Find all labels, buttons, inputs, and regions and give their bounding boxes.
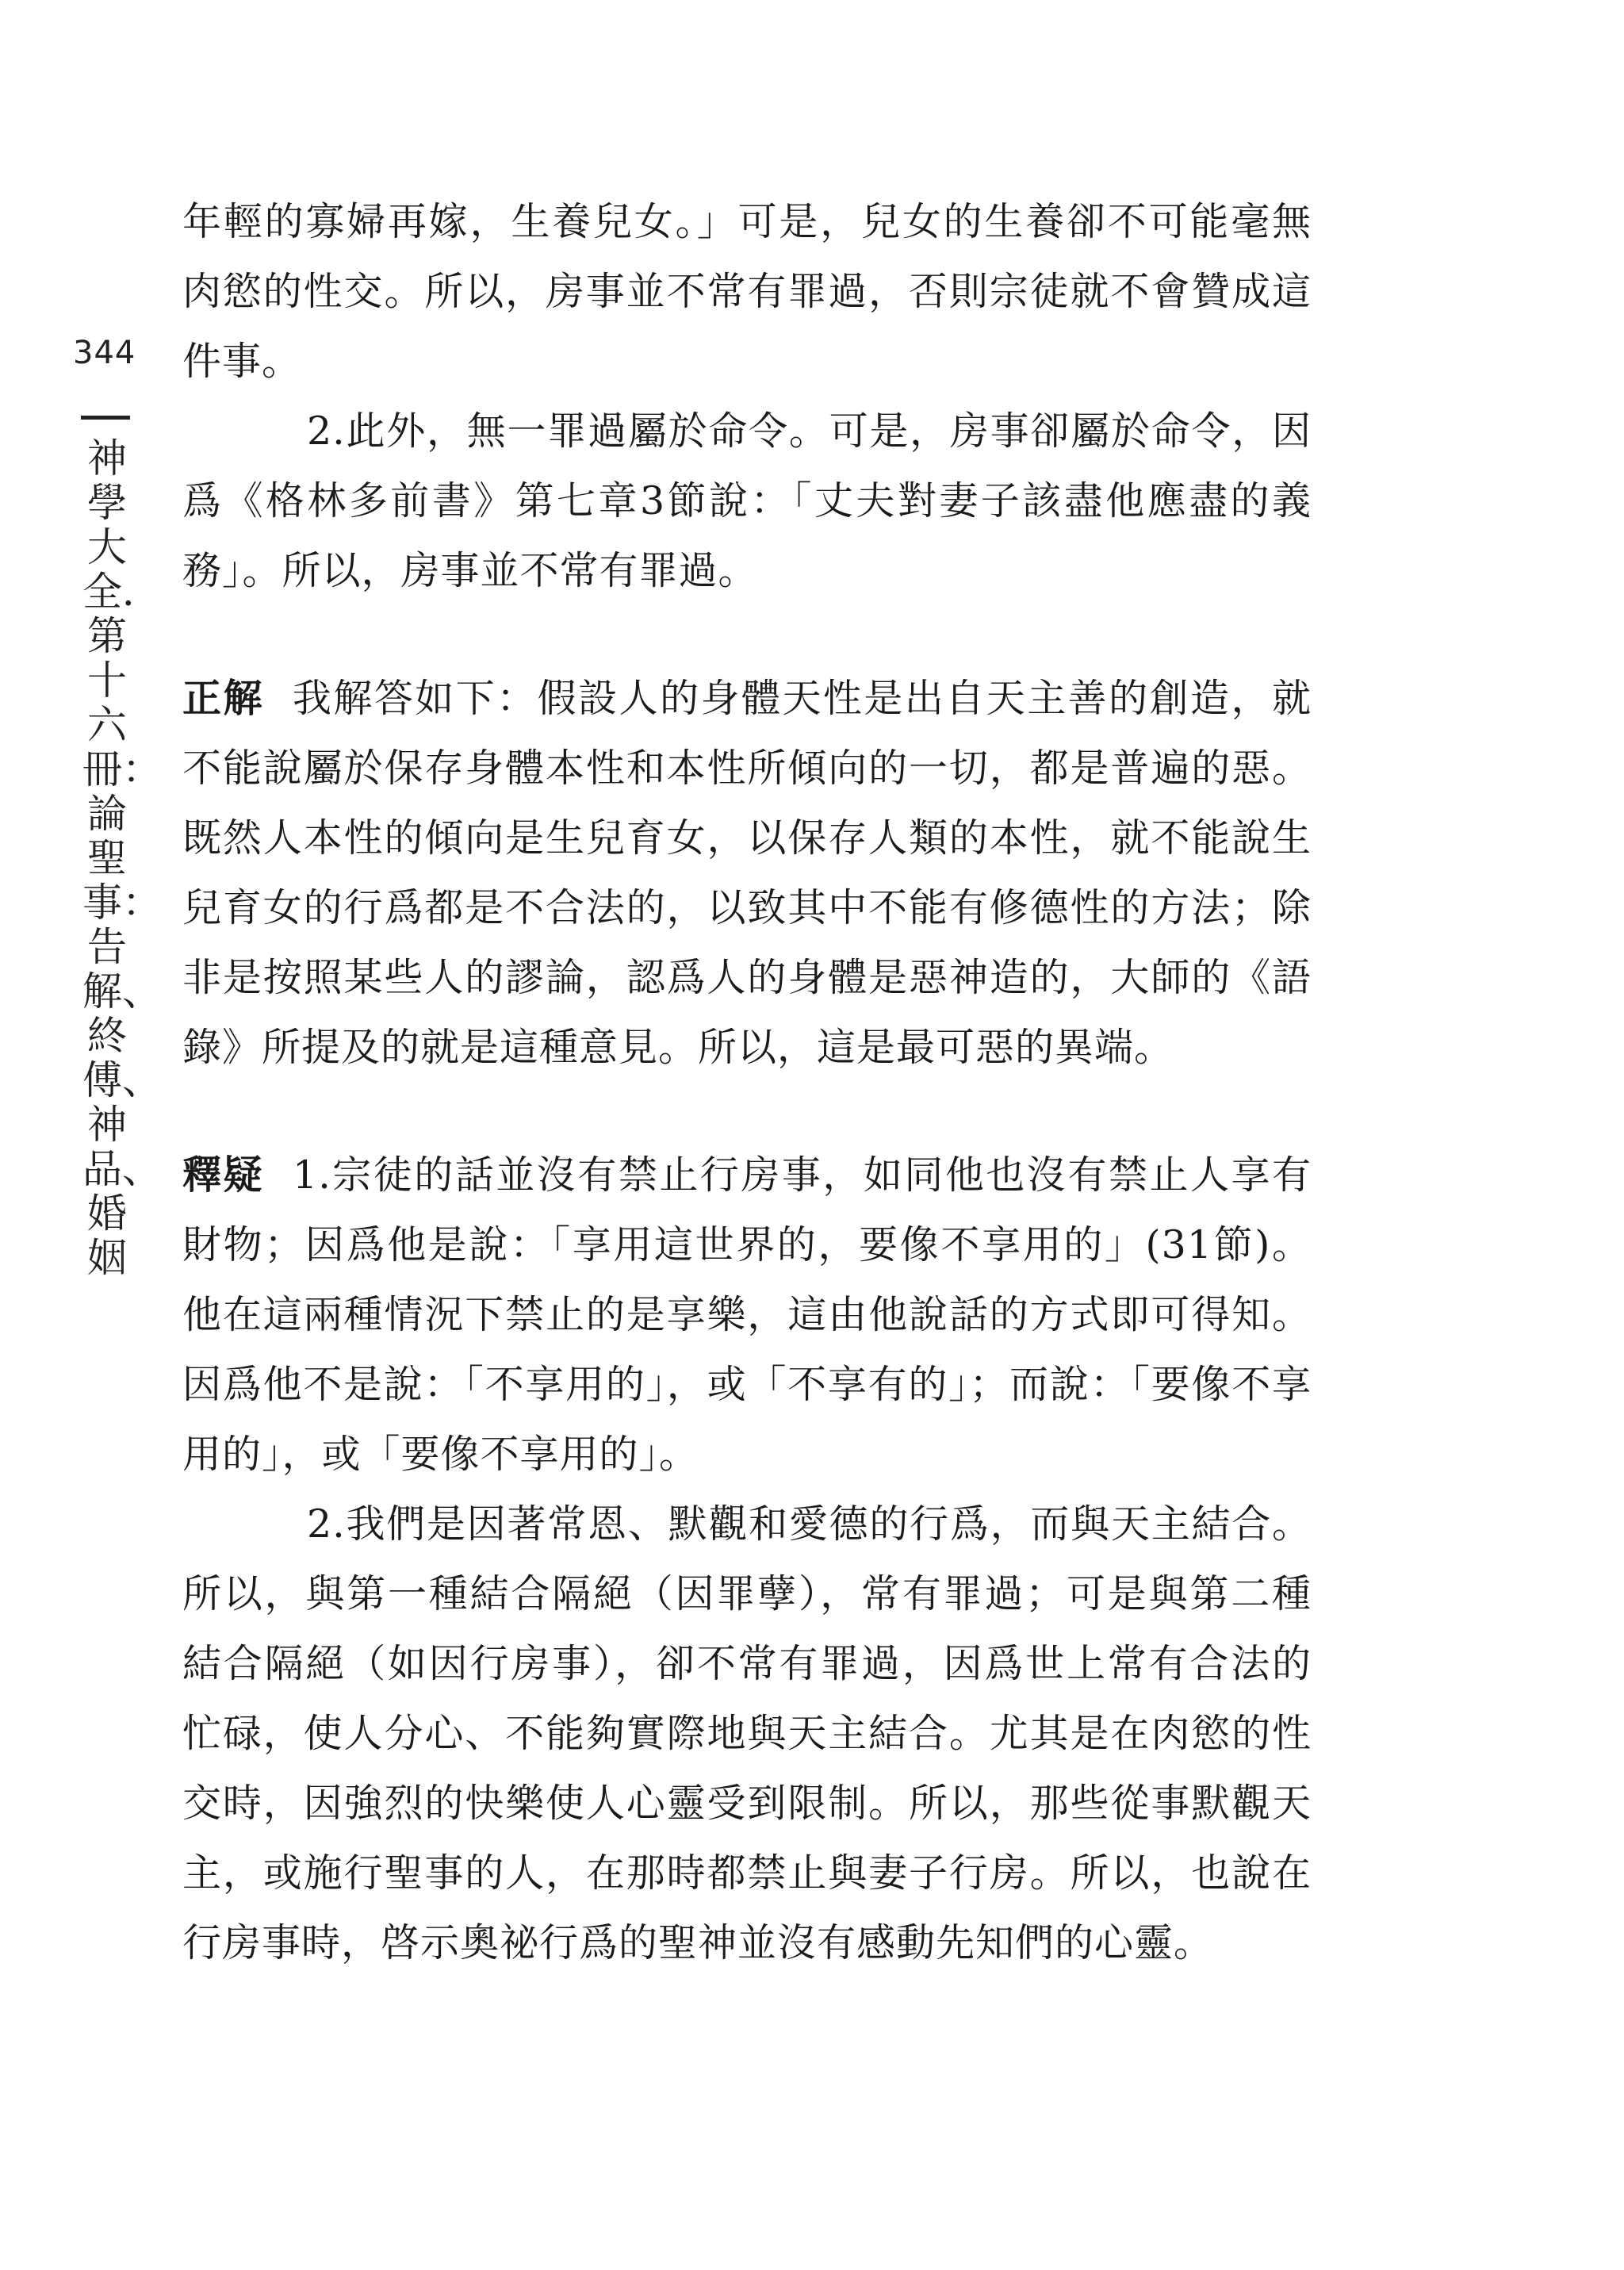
- page-number: 344: [73, 335, 136, 371]
- answer-paragraph: [182, 663, 1312, 1083]
- answer-heading: 正解: [182, 675, 264, 721]
- reply-1-text: 1.宗徒的話並沒有禁止行房事，如同他也沒有禁止人享有財物；因爲他是說：「享用這世界的，要像不享用的」(31節)。他在這兩種情況下禁止的是享樂，這由他說話的方式即可得知。因爲他不是說：「不享用的」，或「不享有的」；而說：「要像不享用的」，或「要像不享用的」。: [182, 1152, 1312, 1477]
- margin-rule: [81, 416, 130, 420]
- answer-text: 我解答如下：假設人的身體天性是出自天主善的創造，就不能說屬於保存身體本性和本性所傾向的一切，都是普遍的惡。既然人本性的傾向是生兒育女，以保存人類的本性，就不能說生兒育女的行爲都是不合法的，以致其中不能有修德性的方法；除非是按照某些人的謬論，認爲人的身體是惡神造的，大師的《語錄》所提及的就是這種意見。所以，這是最可惡的異端。: [182, 676, 1312, 1070]
- body-text: [182, 187, 1312, 1978]
- reply-heading: 釋疑: [182, 1152, 265, 1198]
- reply-paragraph-2: 2.我們是因著常恩、默觀和愛德的行爲，而與天主結合。所以，與第一種結合隔絕（因罪孽），常有罪過；可是與第二種結合隔絕（如因行房事），卻不常有罪過，因爲世上常有合法的忙碌，使人分心、不能夠實際地與天主結合。尤其是在肉慾的性交時，因強烈的快樂使人心靈受到限制。所以，那些從事默觀天主，或施行聖事的人，在那時都禁止與妻子行房。所以，也說在行房事時，啓示奧祕行爲的聖神並沒有感動先知們的心靈。: [182, 1501, 1312, 1965]
- running-head: 神學大全．第十六冊：論聖事：告解、終傅、神品、婚姻: [82, 435, 162, 1281]
- paragraph-continuation: 年輕的寡婦再嫁，生養兒女。」可是，兒女的生養卻不可能毫無肉慾的性交。所以，房事並不常有罪過，否則宗徒就不會贊成這件事。: [182, 199, 1312, 384]
- reply-paragraph-1: [182, 1140, 1312, 1490]
- objection-2: 2.此外，無一罪過屬於命令。可是，房事卻屬於命令，因爲《格林多前書》第七章3節說：「丈夫對妻子該盡他應盡的義務」。所以，房事並不常有罪過。: [182, 408, 1312, 593]
